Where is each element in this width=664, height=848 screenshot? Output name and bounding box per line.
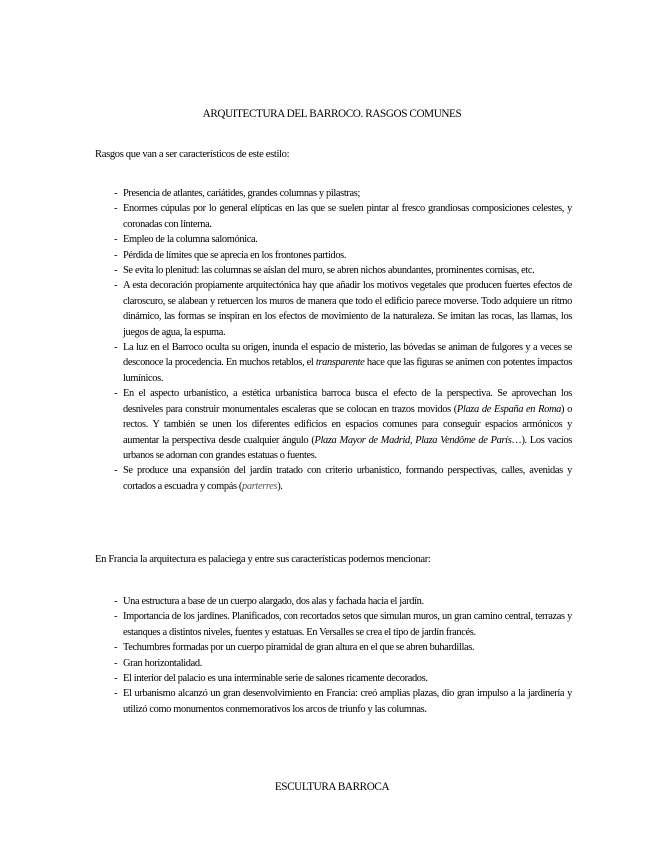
francia-intro-paragraph: En Francia la arquitectura es palaciega y entre sus características podemos mencionar: (95, 554, 431, 565)
rasgos-list (114, 186, 572, 494)
list-item: - Gran horizontalidad. (114, 657, 202, 669)
list-item: - El urbanismo alcanzó un gran desenvolvimiento en Francia: creó amplias plazas, dio gran impulso a la jardinería y utilizó como monumentos conmemorativos los arcos de triunfo y las columnas. (114, 688, 572, 715)
intro-paragraph: Rasgos que van a ser característicos de este estilo: (95, 149, 290, 160)
list-item: - Enormes cúpulas por lo general elípticas en las que se suelen pintar al fresco grandiosas composiciones celestes, y coronadas con linterna. (114, 203, 572, 230)
list-item: - Pérdida de límites que se aprecia en los frontones partidos. (114, 249, 347, 261)
list-item: - Techumbres formadas por un cuerpo piramidal de gran altura en el que se abren buhardillas. (114, 642, 475, 654)
list-item: - En el aspecto urbanístico, a estética urbanística barroca busca el efecto de la perspectiva. Se aprovechan los desniveles para construir monumentales escaleras que se colocan en trazos movidos (Plaza de España en Roma) o rectos. Y también se unen los diferentes edificios en espacios comunes para conseguir espacios armónicos y aumentar la perspectiva desde cualquier ángulo (Plaza Mayor de Madrid, Plaza Vendôme de París…). Los vacíos urbanos se adornan con grandes estatuas o fuentes. (114, 388, 573, 461)
list-item: - La luz en el Barroco oculta su origen, inunda el espacio de misterio, las bóvedas se animan de fulgores y a veces se desconoce la procedencia. En muchos retablos, el transparente hace que las figuras se animen con potentes impactos lumínicos. (114, 342, 572, 384)
list-item: - El interior del palacio es una interminable serie de salones ricamente decorados. (114, 673, 428, 685)
italic-phrase: transparente (315, 357, 365, 369)
italic-phrase: parterres (242, 480, 278, 492)
section-title: ESCULTURA BARROCA (274, 781, 390, 793)
list-item: - A esta decoración propiamente arquitectónica hay que añadir los motivos vegetales que producen fuertes efectos de claroscuro, se alabean y retuercen los muros de manera que todo el edificio parece moverse. Todo adquiere un ritmo dinámico, las formas se inspiran en los efectos de movimiento de la naturaleza. Se imitan las rocas, las llamas, los juegos de agua, la espuma. (114, 280, 572, 338)
list-item: - Una estructura a base de un cuerpo alargado, dos alas y fachada hacia el jardín. (114, 596, 424, 607)
list-item: - Empleo de la columna salomónica. (114, 234, 258, 246)
list-item: - Se evita lo plenitud: las columnas se aíslan del muro, se abren nichos abundantes, prominentes cornisas, etc. (114, 265, 535, 277)
list-item: - Presencia de atlantes, cariátides, grandes columnas y pilastras; (114, 188, 360, 199)
italic-phrase: Plaza de España en Roma (456, 403, 562, 415)
page-title: ARQUITECTURA DEL BARROCO. RASGOS COMUNES (202, 108, 462, 120)
italic-phrase: Plaza Mayor de Madrid, Plaza Vendôme de París (314, 434, 512, 446)
list-item: - Importancia de los jardines. Planificados, con recortados setos que simulan muros, un gran camino central, terrazas y estanques a distintos niveles, fuentes y estatuas. En Versalles se crea el tipo de jardín francés. (114, 611, 572, 638)
list-item: - Se produce una expansión del jardín tratado con criterio urbanístico, formando perspectivas, calles, avenidas y cortados a escuadra y compás (parterres). (114, 465, 572, 492)
francia-list (114, 594, 572, 717)
